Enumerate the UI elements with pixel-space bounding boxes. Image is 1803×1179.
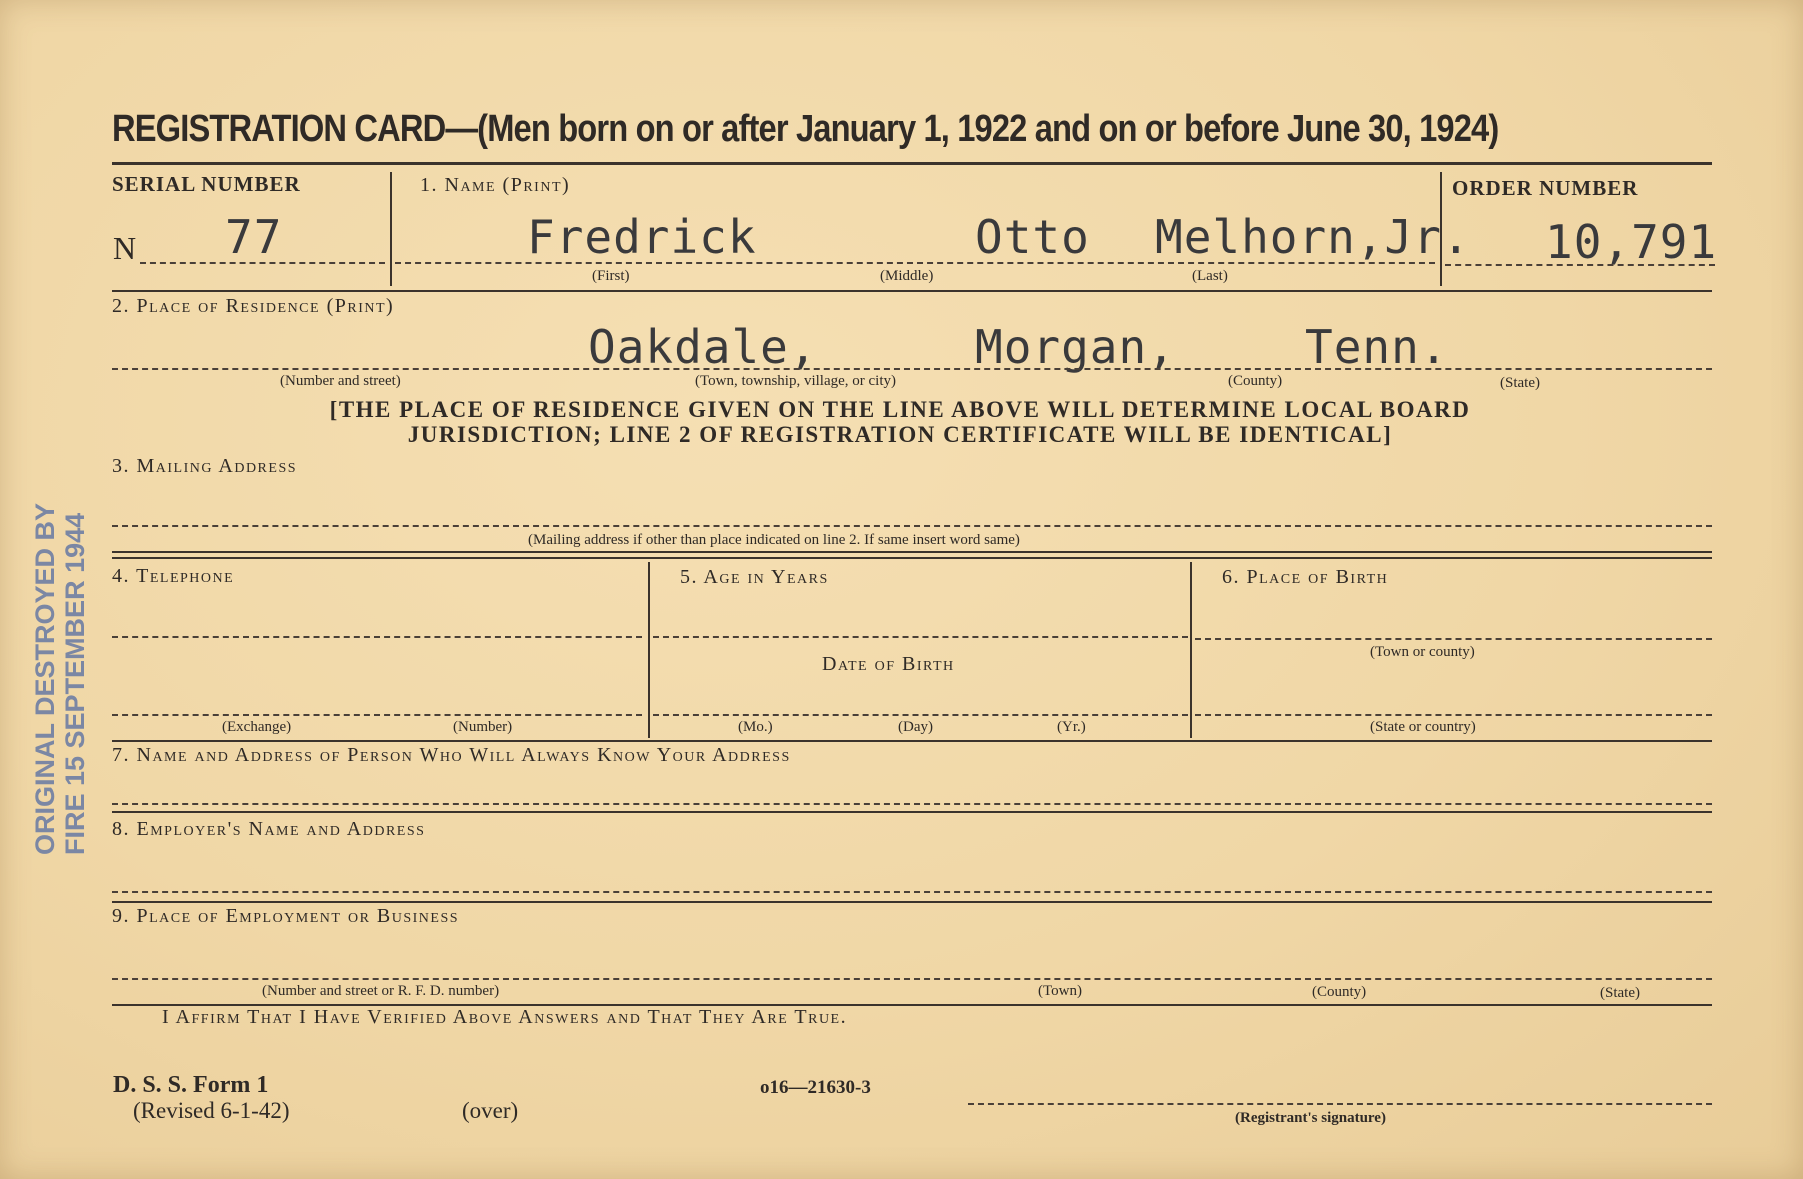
mailing-underline [112, 525, 1712, 527]
telephone-label: 4. Telephone [112, 565, 235, 587]
date-of-birth-label: Date of Birth [822, 653, 955, 675]
birth-town-caption: (Town or county) [1370, 644, 1475, 660]
age-divider [1190, 562, 1192, 738]
town-caption: (Town, township, village, or city) [695, 373, 896, 389]
row7-rule [112, 811, 1712, 813]
name-underline [395, 262, 1435, 264]
title-rule [112, 162, 1712, 165]
residence-county-value: Morgan, [975, 320, 1176, 374]
serial-prefix: N [113, 230, 137, 266]
stamp-line-2: FIRE 15 SEPTEMBER 1944 [60, 512, 90, 855]
signature-caption: (Registrant's signature) [1235, 1110, 1386, 1126]
age-underline [653, 636, 1188, 638]
form-code: o16—21630-3 [760, 1077, 871, 1098]
birthplace-underline-1 [1195, 638, 1712, 640]
residence-underline [112, 368, 1712, 370]
employer-label: 8. Employer's Name and Address [112, 818, 426, 840]
signature-line [968, 1103, 1712, 1105]
middle-name-value: Otto [975, 210, 1090, 264]
row3-rule-a [112, 551, 1712, 553]
middle-caption: (Middle) [880, 268, 934, 284]
name-label: 1. Name (Print) [420, 174, 571, 196]
employment-street-caption: (Number and street or R. F. D. number) [262, 983, 500, 999]
exchange-caption: (Exchange) [222, 719, 292, 735]
employment-label: 9. Place of Employment or Business [112, 905, 460, 927]
telephone-divider [648, 562, 650, 738]
employment-town-caption: (Town) [1038, 983, 1082, 999]
telephone-underline-2 [112, 714, 642, 716]
order-number-value: 10,791 [1545, 215, 1718, 269]
first-name-value: Fredrick [527, 210, 757, 264]
age-label: 5. Age in Years [680, 566, 829, 588]
street-caption: (Number and street) [280, 373, 401, 389]
contact-underline [112, 803, 1712, 805]
affirmation-text: I Affirm That I Have Verified Above Answers and That They Are True. [162, 1006, 848, 1028]
employment-underline [112, 978, 1712, 980]
form-name: D. S. S. Form 1 [113, 1072, 269, 1098]
telephone-underline-1 [112, 636, 642, 638]
last-name-value: Melhorn,Jr. [1155, 210, 1471, 264]
residence-town-value: Oakdale, [588, 320, 818, 374]
last-caption: (Last) [1192, 268, 1228, 284]
row6-rule [112, 740, 1712, 742]
first-caption: (First) [592, 268, 630, 284]
residence-state-value: Tenn. [1305, 320, 1449, 374]
place-of-birth-label: 6. Place of Birth [1222, 566, 1389, 588]
birth-state-caption: (State or country) [1370, 719, 1476, 735]
dob-underline [653, 714, 1188, 716]
employment-state-caption: (State) [1600, 985, 1640, 1001]
fire-destroyed-stamp [30, 503, 90, 855]
phone-number-caption: (Number) [453, 719, 513, 735]
birthplace-underline-2 [1195, 714, 1712, 716]
notice-line-2: JURISDICTION; LINE 2 OF REGISTRATION CERTIFICATE WILL BE IDENTICAL] [407, 422, 1393, 447]
contact-person-label: 7. Name and Address of Person Who Will Always Know Your Address [112, 744, 791, 766]
order-divider [1440, 172, 1442, 286]
order-underline [1445, 264, 1715, 266]
serial-underline [140, 262, 385, 264]
row3-rule-b [112, 557, 1712, 559]
employment-county-caption: (County) [1312, 984, 1367, 1000]
year-caption: (Yr.) [1057, 719, 1086, 735]
row8-rule [112, 901, 1712, 903]
order-number-label: ORDER NUMBER [1452, 176, 1639, 200]
card-title: REGISTRATION CARD—(Men born on or after January 1, 1922 and on or before June 30, 1924) [112, 108, 1499, 150]
state-caption: (State) [1500, 375, 1540, 391]
day-caption: (Day) [898, 719, 933, 735]
residence-label: 2. Place of Residence (Print) [112, 295, 395, 317]
over-note: (over) [462, 1098, 519, 1123]
employer-underline [112, 891, 1712, 893]
stamp-line-1: ORIGINAL DESTROYED BY [30, 502, 60, 855]
notice-line-1: [THE PLACE OF RESIDENCE GIVEN ON THE LINE ABOVE WILL DETERMINE LOCAL BOARD [329, 397, 1471, 422]
mailing-caption: (Mailing address if other than place indicated on line 2. If same insert word same) [528, 532, 1020, 548]
form-revised: (Revised 6-1-42) [133, 1098, 290, 1123]
serial-number-label: SERIAL NUMBER [112, 172, 301, 196]
county-caption: (County) [1228, 373, 1283, 389]
month-caption: (Mo.) [738, 719, 773, 735]
serial-divider [390, 172, 392, 286]
mailing-address-label: 3. Mailing Address [112, 455, 298, 477]
row1-rule [112, 290, 1712, 292]
serial-number-value: 77 [225, 210, 283, 264]
